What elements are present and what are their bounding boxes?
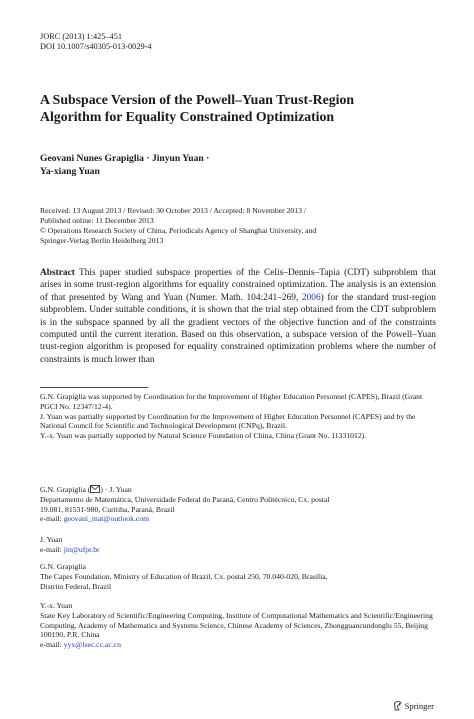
journal-citation: JORC (2013) 1:425–451: [40, 32, 123, 41]
abstract: [40, 267, 436, 366]
abstract-text-b: ) for the standard trust-region subproblem. Under suitable conditions, it is shown that the trial step obtained from the CDT subproblem is in the subspace spanned by all the gradient vectors of the objective function and of the constraints computed until the current iteration. Based on this observation, a subspace version of the Powell–Yuan trust-region algorithm is proposed for equality constrained optimization problems where the number of constraints is much lower than: [40, 292, 436, 365]
funding-note-2: J. Yuan was partially supported by Coordination for the Improvement of Higher Education Personnel (CAPES) and by the National Council for Scientific and Technological Development (CNPq), Brazil.: [40, 411, 416, 431]
reference-link-2006[interactable]: 2006: [301, 292, 321, 303]
funding-note-1: G.N. Grapiglia was supported by Coordination for the Improvement of Higher Education Personnel (CAPES), Brazil (Grant PGCI No. 12347/12-4).: [40, 392, 423, 411]
email-link-yyuan[interactable]: yyx@lsec.cc.ac.cn: [63, 640, 121, 650]
affiliation-2: J. Yuan e-mail: jin@ufpr.br: [40, 535, 100, 554]
copyright-line: © Operations Research Society of China, Periodicals Agency of Shanghai University, and: [40, 226, 317, 235]
journal-info: [40, 32, 152, 52]
affiliation-1: G.N. Grapiglia ( ) · J. Yuan Departamento de Matemática, Universidade Federal do Paraná, Centro Politécnico, Cx. postal 19.081, 81531-980, Curitiba, Paraná, Brazil e-mail: geovani_mat@outlook.com: [40, 485, 330, 524]
publication-dates: Received: 13 August 2013 / Revised: 30 October 2013 / Accepted: 8 November 2013 / Published online: 11 December 2013 © Operations Research Society of China, Periodicals Agency of Shanghai University, and Springer-Verlag Berlin Heidelberg 2013: [40, 206, 440, 246]
funding-notes: [40, 392, 440, 441]
springer-horse-icon: [393, 700, 402, 711]
envelope-icon: [90, 485, 100, 493]
footnote-divider: [40, 387, 148, 388]
email-link-jyuan[interactable]: jin@ufpr.br: [63, 544, 100, 554]
author-list: Geovani Nunes Grapiglia · Jinyun Yuan · Ya-xiang Yuan: [40, 153, 210, 177]
publisher-name: Springer: [404, 700, 434, 711]
abstract-text-a: This paper studied subspace properties of the Celis–Dennis–Tapia (CDT) subproblem that arises in some trust-region algorithms for equality constrained optimization. The analysis is an extension of that presented by Wang and Yuan (Numer. Math. 104:241–269,: [40, 268, 436, 303]
journal-doi: DOI 10.1007/s40305-013-0029-4: [40, 42, 152, 51]
email-link-grapiglia[interactable]: geovani_mat@outlook.com: [63, 514, 150, 524]
affiliation-4: Y.-x. Yuan State Key Laboratory of Scientific/Engineering Computing, Institute of Computational Mathematics and Scientific/Engineering Computing, Academy of Mathematics and Systems Science, Chinese Academy of Sciences, Zhongguancundonglu 55, Beijing 100190, P.R. China e-mail: yyx@lsec.cc.ac.cn: [40, 601, 433, 650]
abstract-label: Abstract: [40, 268, 75, 278]
paper-title: A Subspace Version of the Powell–Yuan Trust-Region Algorithm for Equality Constrained Optimization: [40, 92, 355, 124]
funding-note-3: Y.-x. Yuan was partially supported by Natural Science Foundation of China, China (Grant No. 11331012).: [40, 431, 367, 441]
affiliation-3: G.N. Grapiglia The Capes Foundation, Ministry of Education of Brazil, Cx. postal 250, 70.040-020, Brasília, Distrito Federal, Brazil: [40, 562, 328, 591]
publisher-logo: [393, 700, 434, 711]
